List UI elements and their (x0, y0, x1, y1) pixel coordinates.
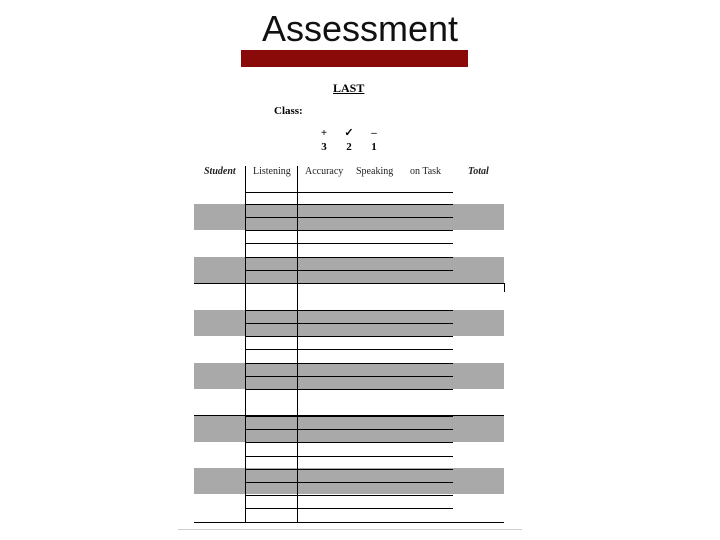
row-divider (246, 508, 453, 509)
column-header-total: Total (468, 166, 489, 177)
minus-symbol: – (371, 127, 377, 139)
rubric-heading: LAST (333, 81, 365, 95)
slide-title: Assessment (261, 8, 459, 49)
row-divider (246, 192, 453, 193)
row-divider (246, 270, 453, 271)
table-edge-tick (504, 283, 505, 292)
row-divider (246, 456, 453, 457)
row-divider (246, 482, 453, 483)
table-row (194, 178, 504, 204)
row-divider (246, 204, 453, 205)
row-divider (246, 416, 453, 417)
group-divider (194, 522, 504, 523)
row-divider (246, 442, 453, 443)
row-divider (246, 469, 453, 470)
plus-symbol: + (320, 127, 328, 139)
column-header-listening: Listening (253, 166, 291, 177)
row-divider (246, 230, 453, 231)
row-divider (246, 495, 453, 496)
group-divider (194, 283, 504, 284)
title-accent-bar (241, 50, 468, 67)
check-mark-icon: ✓ (344, 127, 354, 139)
column-header-accuracy: Accuracy (305, 166, 344, 177)
column-header-student: Student (204, 166, 236, 177)
plus-value: 3 (321, 141, 327, 153)
column-header-on-task: on Task (410, 166, 442, 177)
row-divider (246, 257, 453, 258)
row-divider (246, 429, 453, 430)
page-bottom-edge (178, 529, 522, 530)
table-row (194, 389, 504, 415)
minus-value: 1 (371, 141, 377, 153)
row-divider (246, 376, 453, 377)
row-divider (246, 336, 453, 337)
legend-check (339, 126, 359, 154)
class-label: Class: (274, 105, 303, 117)
table-row (194, 284, 504, 310)
row-divider (246, 243, 453, 244)
legend-plus (314, 126, 334, 154)
check-value: 2 (346, 141, 352, 153)
row-divider (246, 363, 453, 364)
table-row (194, 442, 504, 468)
legend-minus (364, 126, 384, 154)
group-divider (194, 415, 504, 416)
column-header-speaking: Speaking (356, 166, 394, 177)
row-divider (246, 310, 453, 311)
row-divider (246, 389, 453, 390)
row-divider (246, 349, 453, 350)
row-divider (246, 217, 453, 218)
row-divider (246, 323, 453, 324)
